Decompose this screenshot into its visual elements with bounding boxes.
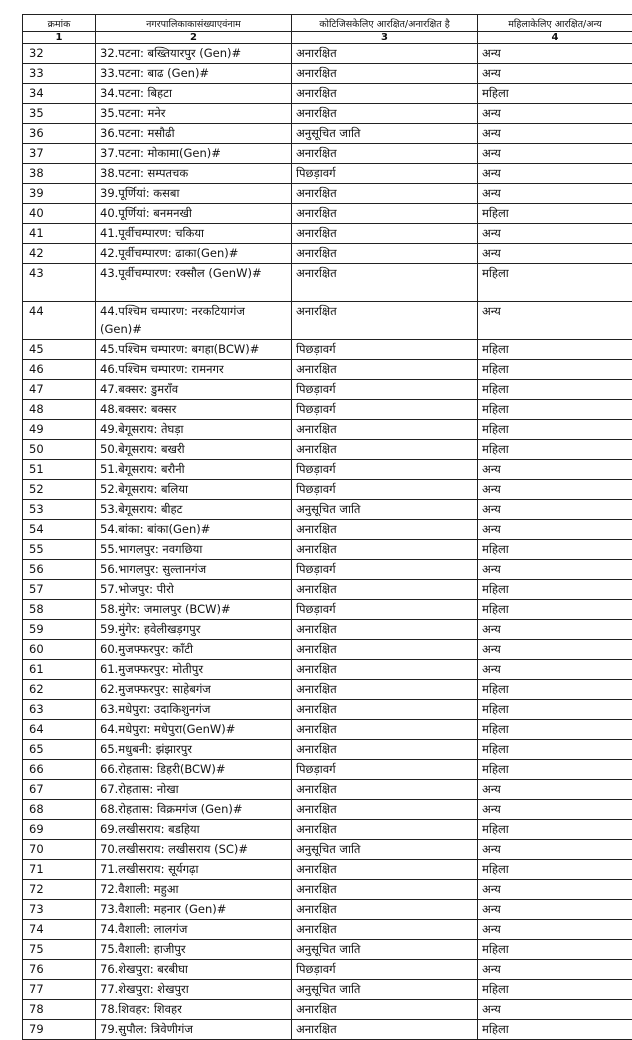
table-row [23, 620, 632, 640]
category-cell: अनारक्षित [292, 440, 478, 460]
municipality-cell: 46.पश्चिम चम्पारण: रामनगर [96, 360, 292, 380]
table-row [23, 940, 632, 960]
women-cell: महिला [478, 264, 632, 302]
municipality-cell: 65.मधुबनी: झंझारपुर [96, 740, 292, 760]
women-cell: अन्य [478, 302, 632, 340]
column-number: 3 [292, 32, 478, 44]
serial-cell: 79 [23, 1020, 96, 1040]
table-row [23, 184, 632, 204]
serial-cell: 55 [23, 540, 96, 560]
table-row [23, 64, 632, 84]
category-cell: अनारक्षित [292, 860, 478, 880]
table-row [23, 860, 632, 880]
serial-cell: 65 [23, 740, 96, 760]
category-cell: पिछड़ावर्ग [292, 400, 478, 420]
category-cell: अनुसूचित जाति [292, 840, 478, 860]
municipality-cell: 33.पटना: बाढ (Gen)# [96, 64, 292, 84]
women-cell: अन्य [478, 460, 632, 480]
column-number: 1 [23, 32, 96, 44]
women-cell: महिला [478, 440, 632, 460]
category-cell: पिछड़ावर्ग [292, 760, 478, 780]
table-row [23, 740, 632, 760]
table-row [23, 700, 632, 720]
category-cell: पिछड़ावर्ग [292, 460, 478, 480]
municipality-cell: 64.मधेपुरा: मधेपुरा(GenW)# [96, 720, 292, 740]
reservation-table [22, 14, 632, 1040]
table-row [23, 380, 632, 400]
table-row [23, 760, 632, 780]
women-cell: महिला [478, 820, 632, 840]
category-cell: पिछड़ावर्ग [292, 164, 478, 184]
table-row [23, 400, 632, 420]
serial-cell: 37 [23, 144, 96, 164]
municipality-cell: 58.मुंगेर: जमालपुर (BCW)# [96, 600, 292, 620]
category-cell: अनारक्षित [292, 104, 478, 124]
category-cell: अनारक्षित [292, 44, 478, 64]
header-category: कोटिजिसकेलिए आरक्षित/अनारक्षित है [292, 15, 478, 32]
category-cell: अनारक्षित [292, 820, 478, 840]
women-cell: महिला [478, 600, 632, 620]
category-cell: अनारक्षित [292, 244, 478, 264]
table-row [23, 840, 632, 860]
women-cell: महिला [478, 580, 632, 600]
serial-cell: 59 [23, 620, 96, 640]
serial-cell: 42 [23, 244, 96, 264]
table-row [23, 500, 632, 520]
column-number: 2 [96, 32, 292, 44]
serial-cell: 57 [23, 580, 96, 600]
table-row [23, 640, 632, 660]
women-cell: अन्य [478, 244, 632, 264]
serial-cell: 45 [23, 340, 96, 360]
column-number: 4 [478, 32, 632, 44]
table-row [23, 680, 632, 700]
category-cell: अनारक्षित [292, 900, 478, 920]
table-row [23, 920, 632, 940]
category-cell: अनारक्षित [292, 740, 478, 760]
serial-cell: 72 [23, 880, 96, 900]
category-cell: अनारक्षित [292, 920, 478, 940]
women-cell: महिला [478, 860, 632, 880]
municipality-cell: 72.वैशाली: महुआ [96, 880, 292, 900]
category-cell: पिछड़ावर्ग [292, 960, 478, 980]
municipality-cell: 71.लखीसराय: सूर्यगढ़ा [96, 860, 292, 880]
municipality-cell: 50.बेगूसराय: बखरी [96, 440, 292, 460]
women-cell: अन्य [478, 104, 632, 124]
category-cell: पिछड़ावर्ग [292, 600, 478, 620]
serial-cell: 38 [23, 164, 96, 184]
municipality-cell: 49.बेगूसराय: तेघड़ा [96, 420, 292, 440]
serial-cell: 74 [23, 920, 96, 940]
serial-cell: 47 [23, 380, 96, 400]
table-row [23, 460, 632, 480]
serial-cell: 50 [23, 440, 96, 460]
municipality-cell: 36.पटना: मसौढी [96, 124, 292, 144]
women-cell: महिला [478, 740, 632, 760]
serial-cell: 63 [23, 700, 96, 720]
serial-cell: 52 [23, 480, 96, 500]
municipality-cell: 44.पश्चिम चम्पारण: नरकटियागंज (Gen)# [96, 302, 292, 340]
category-cell: अनारक्षित [292, 880, 478, 900]
category-cell: अनारक्षित [292, 680, 478, 700]
table-row [23, 880, 632, 900]
serial-cell: 66 [23, 760, 96, 780]
women-cell: अन्य [478, 780, 632, 800]
category-cell: अनारक्षित [292, 540, 478, 560]
women-cell: महिला [478, 1020, 632, 1040]
table-row [23, 800, 632, 820]
municipality-cell: 52.बेगूसराय: बलिया [96, 480, 292, 500]
table-row [23, 264, 632, 302]
municipality-cell: 32.पटना: बख्तियारपुर (Gen)# [96, 44, 292, 64]
serial-cell: 44 [23, 302, 96, 340]
women-cell: अन्य [478, 184, 632, 204]
municipality-cell: 67.रोहतास: नोखा [96, 780, 292, 800]
women-cell: अन्य [478, 164, 632, 184]
women-cell: अन्य [478, 800, 632, 820]
table-row [23, 580, 632, 600]
header-women: महिलाकेलिए आरक्षित/अन्य [478, 15, 632, 32]
table-row [23, 960, 632, 980]
women-cell: महिला [478, 380, 632, 400]
header-serial: क्रमांक [23, 15, 96, 32]
municipality-cell: 43.पूर्वीचम्पारण: रक्सौल (GenW)# [96, 264, 292, 302]
women-cell: महिला [478, 420, 632, 440]
women-cell: महिला [478, 980, 632, 1000]
serial-cell: 40 [23, 204, 96, 224]
table-row [23, 340, 632, 360]
serial-cell: 68 [23, 800, 96, 820]
table-row [23, 720, 632, 740]
serial-cell: 69 [23, 820, 96, 840]
category-cell: अनारक्षित [292, 420, 478, 440]
serial-cell: 70 [23, 840, 96, 860]
municipality-cell: 42.पूर्वीचम्पारण: ढाका(Gen)# [96, 244, 292, 264]
serial-cell: 48 [23, 400, 96, 420]
category-cell: अनारक्षित [292, 780, 478, 800]
women-cell: अन्य [478, 1000, 632, 1020]
municipality-cell: 56.भागलपुर: सुल्तानगंज [96, 560, 292, 580]
municipality-cell: 40.पूर्णियां: बनमनखी [96, 204, 292, 224]
table-row [23, 780, 632, 800]
table-row [23, 980, 632, 1000]
table-row [23, 820, 632, 840]
category-cell: अनारक्षित [292, 800, 478, 820]
municipality-cell: 74.वैशाली: लालगंज [96, 920, 292, 940]
municipality-cell: 55.भागलपुर: नवगछिया [96, 540, 292, 560]
municipality-cell: 45.पश्चिम चम्पारण: बगहा(BCW)# [96, 340, 292, 360]
serial-cell: 51 [23, 460, 96, 480]
municipality-cell: 60.मुजफ्फरपुर: कॉंटी [96, 640, 292, 660]
serial-cell: 35 [23, 104, 96, 124]
serial-cell: 36 [23, 124, 96, 144]
serial-cell: 49 [23, 420, 96, 440]
women-cell: अन्य [478, 620, 632, 640]
women-cell: अन्य [478, 124, 632, 144]
category-cell: पिछड़ावर्ग [292, 380, 478, 400]
category-cell: अनारक्षित [292, 1000, 478, 1020]
category-cell: अनारक्षित [292, 360, 478, 380]
women-cell: महिला [478, 400, 632, 420]
municipality-cell: 69.लखीसराय: बडहिया [96, 820, 292, 840]
municipality-cell: 48.बक्सर: बक्सर [96, 400, 292, 420]
women-cell: महिला [478, 540, 632, 560]
category-cell: पिछड़ावर्ग [292, 480, 478, 500]
municipality-cell: 34.पटना: बिहटा [96, 84, 292, 104]
women-cell: अन्य [478, 900, 632, 920]
category-cell: अनारक्षित [292, 204, 478, 224]
table-row [23, 164, 632, 184]
municipality-cell: 53.बेगूसराय: बीहट [96, 500, 292, 520]
women-cell: महिला [478, 680, 632, 700]
category-cell: पिछड़ावर्ग [292, 560, 478, 580]
municipality-cell: 66.रोहतास: डिहरी(BCW)# [96, 760, 292, 780]
table-row [23, 440, 632, 460]
women-cell: अन्य [478, 144, 632, 164]
category-cell: अनारक्षित [292, 640, 478, 660]
municipality-cell: 38.पटना: सम्पतचक [96, 164, 292, 184]
serial-cell: 34 [23, 84, 96, 104]
women-cell: महिला [478, 700, 632, 720]
serial-cell: 58 [23, 600, 96, 620]
women-cell: अन्य [478, 224, 632, 244]
serial-cell: 46 [23, 360, 96, 380]
table-row [23, 560, 632, 580]
women-cell: अन्य [478, 880, 632, 900]
category-cell: अनारक्षित [292, 184, 478, 204]
category-cell: अनुसूचित जाति [292, 500, 478, 520]
category-cell: अनारक्षित [292, 720, 478, 740]
women-cell: अन्य [478, 520, 632, 540]
serial-cell: 53 [23, 500, 96, 520]
municipality-cell: 39.पूर्णियां: कसबा [96, 184, 292, 204]
category-cell: अनारक्षित [292, 520, 478, 540]
serial-cell: 67 [23, 780, 96, 800]
women-cell: महिला [478, 360, 632, 380]
women-cell: अन्य [478, 44, 632, 64]
women-cell: अन्य [478, 920, 632, 940]
municipality-cell: 70.लखीसराय: लखीसराय (SC)# [96, 840, 292, 860]
municipality-cell: 61.मुजफ्फरपुर: मोतीपुर [96, 660, 292, 680]
table-row [23, 520, 632, 540]
serial-cell: 78 [23, 1000, 96, 1020]
table-row [23, 44, 632, 64]
municipality-cell: 47.बक्सर: डुमराँव [96, 380, 292, 400]
women-cell: अन्य [478, 560, 632, 580]
category-cell: अनारक्षित [292, 580, 478, 600]
municipality-cell: 37.पटना: मोकामा(Gen)# [96, 144, 292, 164]
category-cell: अनारक्षित [292, 1020, 478, 1040]
municipality-cell: 35.पटना: मनेर [96, 104, 292, 124]
table-row [23, 900, 632, 920]
serial-cell: 71 [23, 860, 96, 880]
serial-cell: 32 [23, 44, 96, 64]
serial-cell: 41 [23, 224, 96, 244]
women-cell: महिला [478, 760, 632, 780]
table-row [23, 1020, 632, 1040]
table-row [23, 302, 632, 340]
municipality-cell: 78.शिवहर: शिवहर [96, 1000, 292, 1020]
women-cell: अन्य [478, 660, 632, 680]
category-cell: अनारक्षित [292, 302, 478, 340]
women-cell: महिला [478, 940, 632, 960]
serial-cell: 62 [23, 680, 96, 700]
table-row [23, 144, 632, 164]
women-cell: अन्य [478, 640, 632, 660]
serial-cell: 33 [23, 64, 96, 84]
table-row [23, 224, 632, 244]
table-row [23, 360, 632, 380]
municipality-cell: 75.वैशाली: हाजीपुर [96, 940, 292, 960]
serial-cell: 54 [23, 520, 96, 540]
municipality-cell: 54.बांका: बांका(Gen)# [96, 520, 292, 540]
women-cell: अन्य [478, 500, 632, 520]
municipality-cell: 79.सुपौल: त्रिवेणीगंज [96, 1020, 292, 1040]
women-cell: अन्य [478, 840, 632, 860]
serial-cell: 77 [23, 980, 96, 1000]
table-row [23, 660, 632, 680]
category-cell: अनारक्षित [292, 64, 478, 84]
category-cell: अनारक्षित [292, 620, 478, 640]
category-cell: अनारक्षित [292, 144, 478, 164]
table-row [23, 420, 632, 440]
municipality-cell: 73.वैशाली: महनार (Gen)# [96, 900, 292, 920]
table-body [23, 44, 632, 1040]
serial-cell: 61 [23, 660, 96, 680]
municipality-cell: 77.शेखपुरा: शेखपुरा [96, 980, 292, 1000]
table-row [23, 600, 632, 620]
header-municipality: नगरपालिकाकासंख्याएवंनाम [96, 15, 292, 32]
category-cell: अनारक्षित [292, 700, 478, 720]
municipality-cell: 76.शेखपुरा: बरबीघा [96, 960, 292, 980]
municipality-cell: 62.मुजफ्फरपुर: साहेबगंज [96, 680, 292, 700]
municipality-cell: 63.मधेपुरा: उदाकिशुनगंज [96, 700, 292, 720]
women-cell: महिला [478, 84, 632, 104]
category-cell: अनुसूचित जाति [292, 940, 478, 960]
serial-cell: 73 [23, 900, 96, 920]
women-cell: महिला [478, 204, 632, 224]
category-cell: अनारक्षित [292, 84, 478, 104]
category-cell: अनुसूचित जाति [292, 980, 478, 1000]
category-cell: अनारक्षित [292, 224, 478, 244]
table-row [23, 480, 632, 500]
serial-cell: 39 [23, 184, 96, 204]
table-row [23, 540, 632, 560]
column-number-row [23, 32, 632, 44]
category-cell: पिछड़ावर्ग [292, 340, 478, 360]
women-cell: अन्य [478, 960, 632, 980]
municipality-cell: 51.बेगूसराय: बरौनी [96, 460, 292, 480]
serial-cell: 43 [23, 264, 96, 302]
table-row [23, 1000, 632, 1020]
serial-cell: 76 [23, 960, 96, 980]
header-row [23, 15, 632, 32]
women-cell: अन्य [478, 64, 632, 84]
table-row [23, 84, 632, 104]
table-row [23, 124, 632, 144]
serial-cell: 56 [23, 560, 96, 580]
municipality-cell: 68.रोहतास: विक्रमगंज (Gen)# [96, 800, 292, 820]
municipality-cell: 59.मुंगेर: हवेलीखड़गपुर [96, 620, 292, 640]
table-row [23, 104, 632, 124]
municipality-cell: 57.भोजपुर: पीरो [96, 580, 292, 600]
serial-cell: 60 [23, 640, 96, 660]
women-cell: महिला [478, 340, 632, 360]
women-cell: अन्य [478, 480, 632, 500]
municipality-cell: 41.पूर्वीचम्पारण: चकिया [96, 224, 292, 244]
serial-cell: 64 [23, 720, 96, 740]
serial-cell: 75 [23, 940, 96, 960]
table-row [23, 204, 632, 224]
table-row [23, 244, 632, 264]
women-cell: महिला [478, 720, 632, 740]
category-cell: अनुसूचित जाति [292, 124, 478, 144]
category-cell: अनारक्षित [292, 660, 478, 680]
category-cell: अनारक्षित [292, 264, 478, 302]
